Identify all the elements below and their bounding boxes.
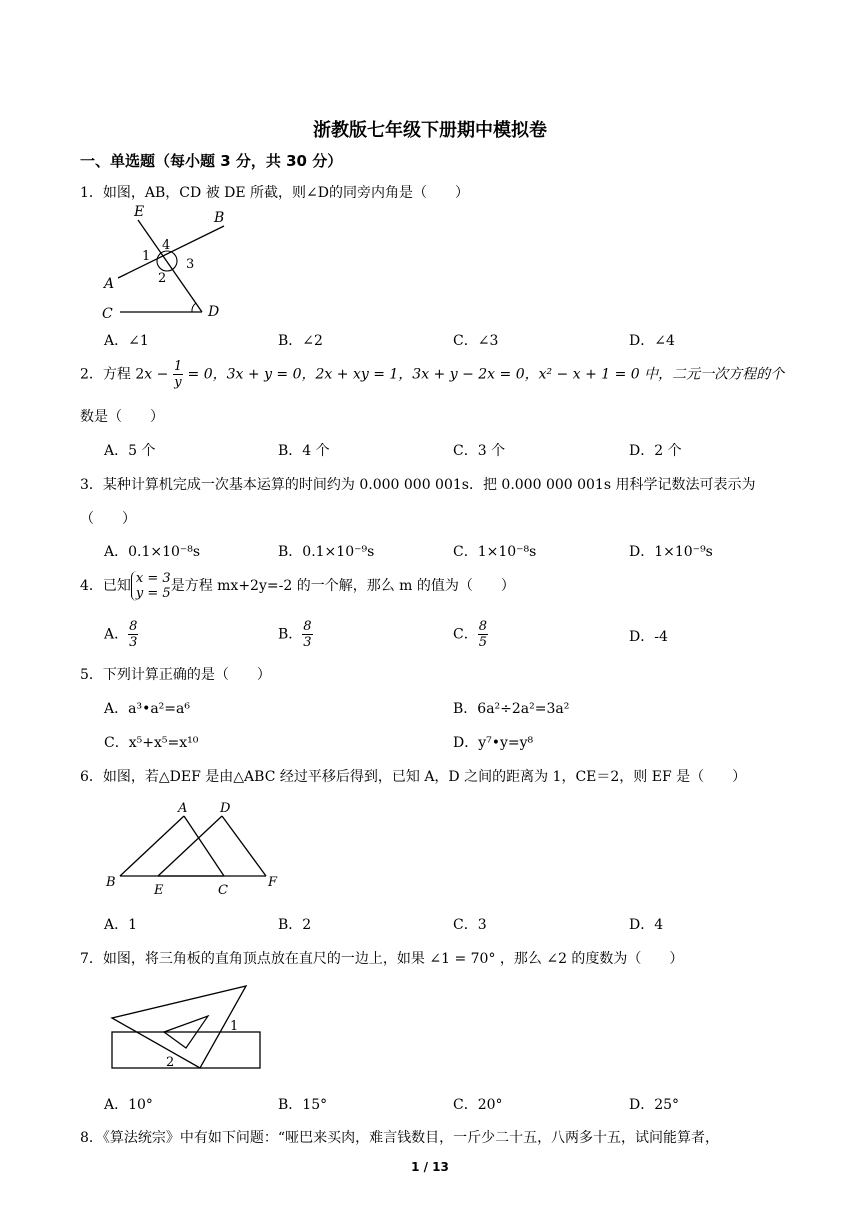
question-3-line-2: （ ）: [80, 511, 136, 527]
q2-minus: −: [152, 366, 173, 383]
q7-option-a: A．10°: [104, 1097, 153, 1113]
q4-c-num: 8: [478, 619, 487, 634]
document-title: 浙教版七年级下册期中模拟卷: [313, 120, 547, 141]
q4-b-num: 8: [303, 619, 312, 634]
q5-option-c: C．x⁵+x⁵=x¹⁰: [104, 735, 199, 751]
q1-option-b: B．∠2: [278, 333, 323, 349]
q2-frac-num: 1: [173, 359, 183, 374]
question-6-text: 6．如图，若△DEF 是由△ABC 经过平移后得到，已知 A，D 之间的距离为 1，CE＝2，则 EF 是（ ）: [80, 769, 747, 785]
question-2-line-1: [80, 360, 784, 389]
question-3-line-1: 3．某种计算机完成一次基本运算的时间约为 0.000 000 001s．把 0.000 000 001s 用科学记数法可表示为: [80, 477, 756, 493]
q4-prefix: 4．已知: [80, 578, 131, 594]
q3-option-c: C．1×10⁻⁸s: [453, 544, 537, 560]
page-number: 1 / 13: [411, 1160, 449, 1174]
fig6-label-b: B: [106, 875, 116, 890]
q7-option-b: B．15°: [278, 1097, 328, 1113]
fig6-label-a: A: [178, 801, 188, 816]
question-1-text: 1．如图，AB，CD 被 DE 所截，则∠D的同旁内角是（ ）: [80, 185, 469, 201]
section-heading: 一、单选题（每小题 3 分，共 30 分）: [80, 152, 343, 170]
q4-a-num: 8: [129, 619, 138, 634]
q5-option-b: B．6a²÷2a²=3a²: [453, 701, 570, 717]
q6-option-a: A．1: [104, 917, 138, 933]
q4-option-c-fraction: [478, 620, 488, 649]
question-1-figure: [96, 200, 236, 320]
q3-option-d: D．1×10⁻⁹s: [629, 544, 713, 560]
q4-equation-system: [131, 571, 171, 601]
q7-option-c: C．20°: [453, 1097, 503, 1113]
q2-option-d: D．2 个: [629, 443, 682, 459]
fig7-angle-1: 1: [230, 1019, 239, 1034]
q4-option-a-fraction: [128, 620, 138, 649]
fig6-label-f: F: [268, 875, 278, 890]
question-7-text: 7．如图，将三角板的直角顶点放在直尺的一边上，如果 ∠1 = 70° ，那么 ∠2 的度数为（ ）: [80, 951, 684, 967]
fig7-ruler: [112, 1032, 260, 1068]
question-7-figure: [104, 982, 268, 1074]
fig6-label-d: D: [220, 801, 231, 816]
q3-option-b: B．0.1×10⁻⁹s: [278, 544, 375, 560]
fig1-angle-2: 2: [158, 271, 167, 286]
q7-option-d: D．25°: [629, 1097, 680, 1113]
q4-option-b-fraction: [302, 620, 312, 649]
q2-option-a: A．5 个: [104, 443, 156, 459]
q4-option-c: [453, 620, 488, 649]
q4-suffix: 是方程 mx+2y=-2 的一个解，那么 m 的值为（ ）: [170, 578, 515, 594]
fig7-angle-2: 2: [166, 1055, 175, 1070]
q4-option-d: D．-4: [629, 629, 668, 645]
q6-option-c: C．3: [453, 917, 487, 933]
q4-b-den: 3: [303, 635, 312, 650]
q6-option-d: D．4: [629, 917, 664, 933]
q4-option-a: [104, 620, 138, 649]
fig1-label-b: B: [214, 210, 225, 226]
fig1-angle-1: 1: [142, 249, 151, 264]
q4-option-c-label: C．: [453, 626, 478, 643]
fig1-angle-3: 3: [186, 257, 195, 272]
fig1-label-d: D: [208, 304, 220, 320]
q2-rest: = 0，3x + y = 0，2x + xy = 1，3x + y − 2x = 0，x² − x + 1 = 0 中，二元一次方程的个: [183, 366, 785, 383]
q1-option-a: A．∠1: [104, 333, 149, 349]
q2-frac-den: y: [174, 375, 182, 390]
question-4-text: [80, 571, 515, 601]
fig1-label-c: C: [102, 306, 113, 320]
q1-option-c: C．∠3: [453, 333, 499, 349]
q4-system-line-2: y = 5: [135, 586, 171, 601]
q2-var-x: x: [144, 366, 153, 383]
q4-c-den: 5: [478, 635, 487, 650]
q3-option-a: A．0.1×10⁻⁸s: [104, 544, 201, 560]
question-2-line-2: 数是（ ）: [80, 409, 164, 425]
question-5-text: 5．下列计算正确的是（ ）: [80, 667, 271, 683]
fig1-label-e: E: [134, 204, 145, 220]
q1-option-d: D．∠4: [629, 333, 675, 349]
fig6-label-c: C: [218, 883, 228, 898]
fig6-label-e: E: [154, 883, 164, 898]
fig1-label-a: A: [104, 276, 115, 292]
q5-option-a: A．a³•a²=a⁶: [104, 701, 190, 717]
q4-a-den: 3: [129, 635, 138, 650]
question-6-figure: [102, 800, 282, 900]
q4-option-b-label: B．: [278, 626, 303, 643]
question-8-text: 8．《算法统宗》中有如下问题：“哑巴来买肉，难言钱数目，一斤少二十五，八两多十五，试问能算者，: [80, 1130, 720, 1146]
q4-system-line-1: x = 3: [135, 571, 171, 586]
q4-option-a-label: A．: [104, 626, 129, 643]
q2-option-b: B．4 个: [278, 443, 330, 459]
q2-prefix: 2．方程 2: [80, 366, 145, 383]
q5-option-d: D．y⁷•y=y⁸: [453, 735, 534, 751]
q4-option-b: [278, 620, 313, 649]
q2-fraction: [173, 360, 183, 389]
fig1-angle-4: 4: [162, 238, 171, 253]
q2-option-c: C．3 个: [453, 443, 506, 459]
q6-option-b: B．2: [278, 917, 312, 933]
